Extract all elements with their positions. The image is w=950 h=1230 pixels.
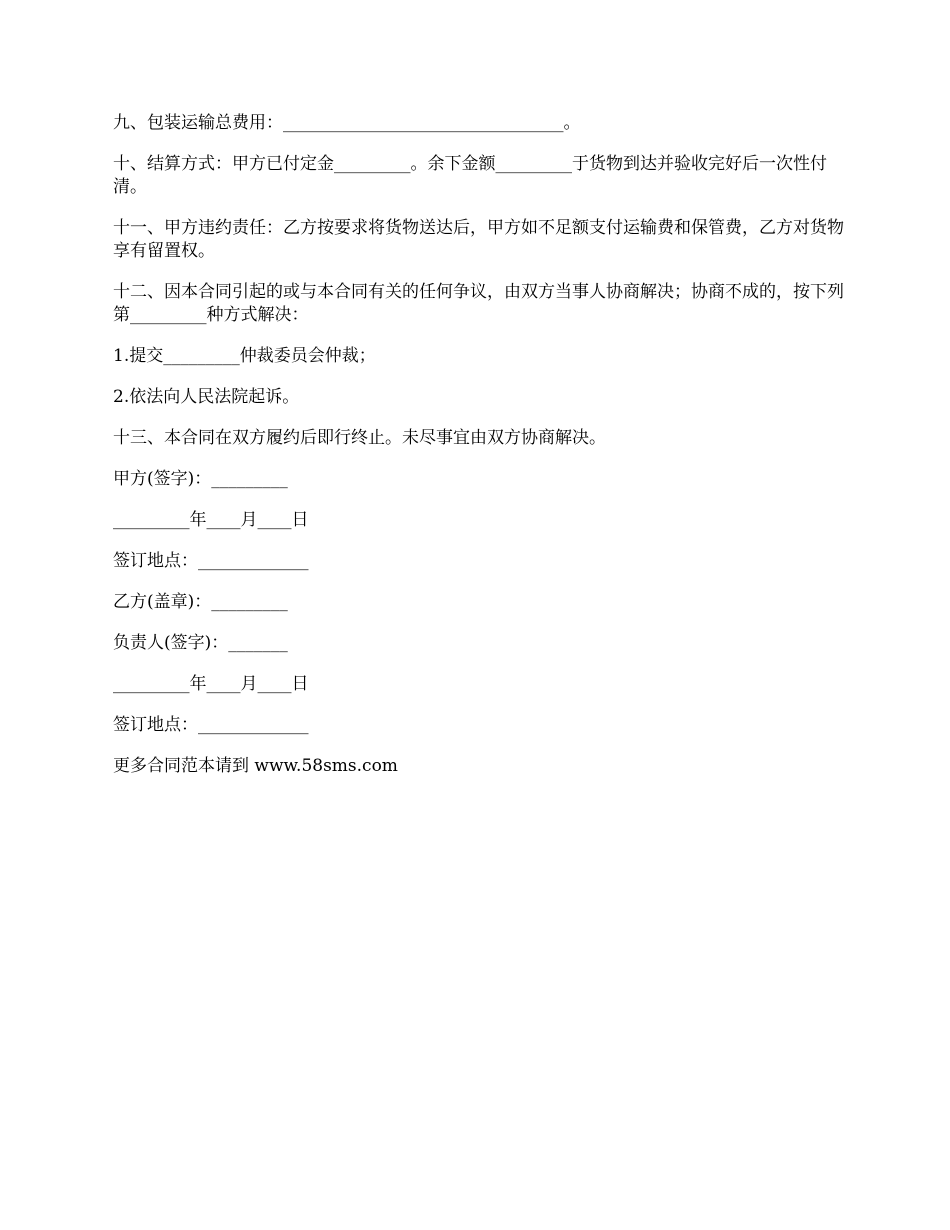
clause-10-settlement: 十、结算方式：甲方已付定金_________。余下金额_________于货物到达并验收完好后一次性付清。 [113, 154, 827, 197]
party-b-date: _________年____月____日 [113, 674, 309, 694]
party-b-seal: 乙方(盖章)：_________ [113, 592, 288, 612]
dispute-option-court: 2.依法向人民法院起诉。 [113, 387, 300, 407]
party-b-representative-signature: 负责人(签字)：_______ [113, 633, 288, 653]
party-b-signing-place: 签订地点：_____________ [113, 715, 309, 735]
clause-13-termination: 十三、本合同在双方履约后即行终止。未尽事宜由双方协商解决。 [113, 428, 606, 448]
document-body [113, 112, 853, 796]
party-a-signing-place: 签订地点：_____________ [113, 551, 309, 571]
footer-more-templates: 更多合同范本请到 www.58sms.com [113, 756, 398, 776]
clause-12-dispute: 十二、因本合同引起的或与本合同有关的任何争议，由双方当事人协商解决；协商不成的，按下列第_________种方式解决： [113, 282, 844, 325]
clause-11-breach: 十一、甲方违约责任：乙方按要求将货物送达后，甲方如不足额支付运输费和保管费，乙方对货物享有留置权。 [113, 218, 844, 261]
clause-9-packaging-cost: 九、包装运输总费用：_________________________________。 [113, 113, 581, 133]
party-a-date: _________年____月____日 [113, 510, 309, 530]
party-a-signature: 甲方(签字)：_________ [113, 469, 288, 489]
dispute-option-arbitration: 1.提交_________仲裁委员会仲裁； [113, 346, 376, 366]
